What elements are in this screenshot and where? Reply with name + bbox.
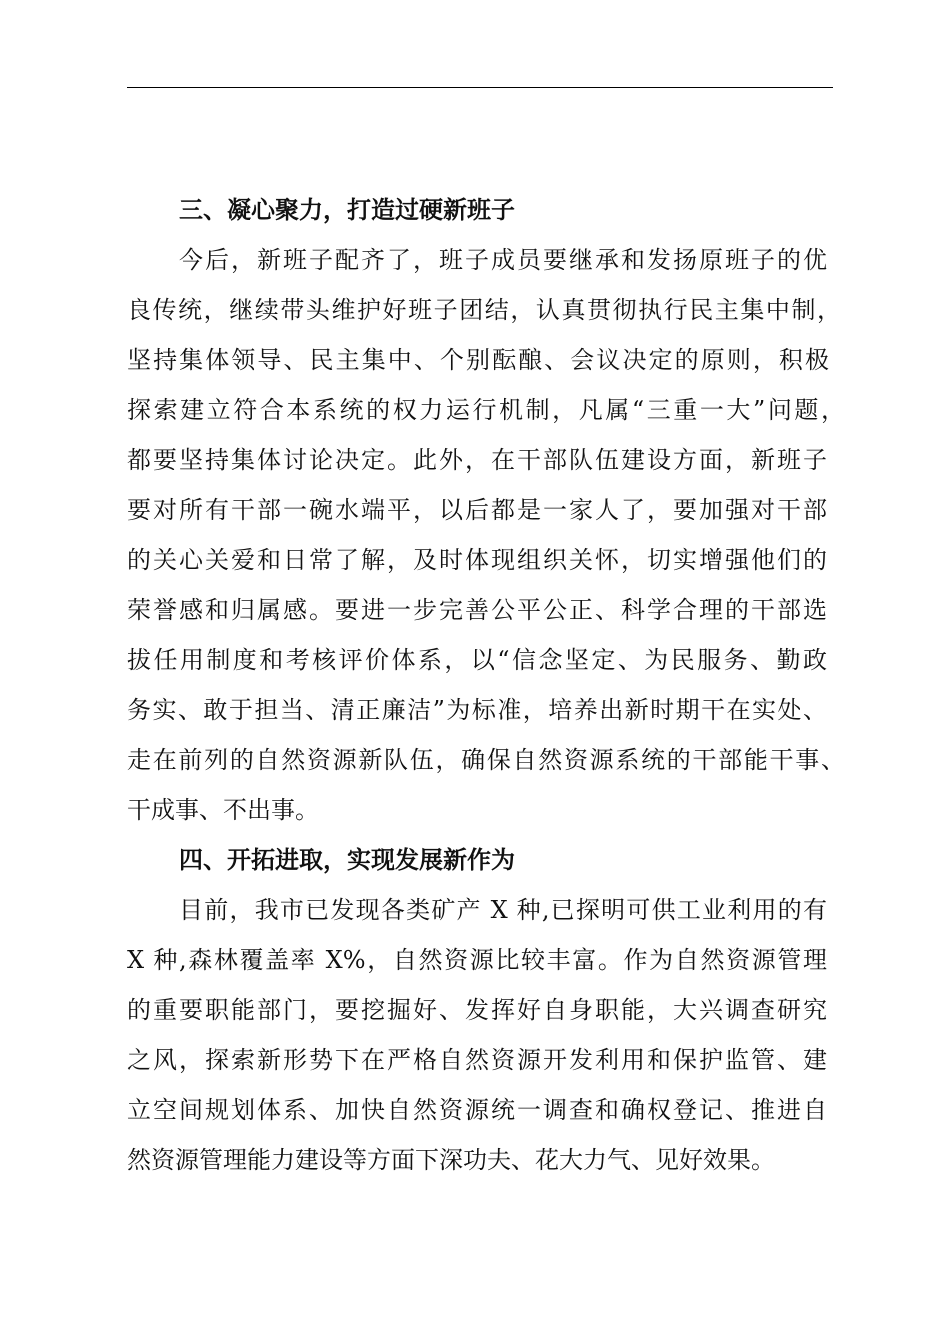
header-rule: [127, 87, 833, 88]
paragraph-section-3: [127, 235, 847, 835]
text-line: 今后，新班子配齐了，班子成员要继承和发扬原班子的优: [179, 246, 827, 274]
text-line: 都要坚持集体讨论决定。此外，在干部队伍建设方面，新班子: [127, 446, 827, 474]
text-line: 目前，我市已发现各类矿产 X 种,已探明可供工业利用的有: [179, 896, 827, 924]
text-line: 干成事、不出事。: [127, 796, 319, 824]
text-line: 务实、敢于担当、清正廉洁”为标准，培养出新时期干在实处、: [127, 696, 827, 724]
text-line: X 种,森林覆盖率 X%，自然资源比较丰富。作为自然资源管理: [127, 946, 827, 974]
text-line: 拔任用制度和考核评价体系，以“信念坚定、为民服务、勤政: [127, 646, 827, 674]
text-line: 坚持集体领导、民主集中、个别酝酿、会议决定的原则，积极: [127, 346, 829, 374]
text-line: 然资源管理能力建设等方面下深功夫、花大力气、见好效果。: [127, 1146, 775, 1174]
text-line: 要对所有干部一碗水端平，以后都是一家人了，要加强对干部: [127, 496, 827, 524]
section-heading-3: 三、凝心聚力，打造过硬新班子: [179, 196, 515, 224]
section-heading-4: 四、开拓进取，实现发展新作为: [179, 846, 515, 874]
text-line: 之风，探索新形势下在严格自然资源开发利用和保护监管、建: [127, 1046, 827, 1074]
text-line: 良传统，继续带头维护好班子团结，认真贯彻执行民主集中制，: [127, 296, 841, 324]
text-line: 走在前列的自然资源新队伍，确保自然资源系统的干部能干事、: [127, 746, 845, 774]
text-line: 立空间规划体系、加快自然资源统一调查和确权登记、推进自: [127, 1096, 827, 1124]
document-body: [127, 185, 847, 1185]
text-line: 探索建立符合本系统的权力运行机制，凡属“三重一大”问题，: [127, 396, 845, 424]
paragraph-section-4: [127, 885, 847, 1185]
text-line: 荣誉感和归属感。要进一步完善公平公正、科学合理的干部选: [127, 596, 827, 624]
text-line: 的关心关爱和日常了解，及时体现组织关怀，切实增强他们的: [127, 546, 827, 574]
text-line: 的重要职能部门，要挖掘好、发挥好自身职能，大兴调查研究: [127, 996, 827, 1024]
